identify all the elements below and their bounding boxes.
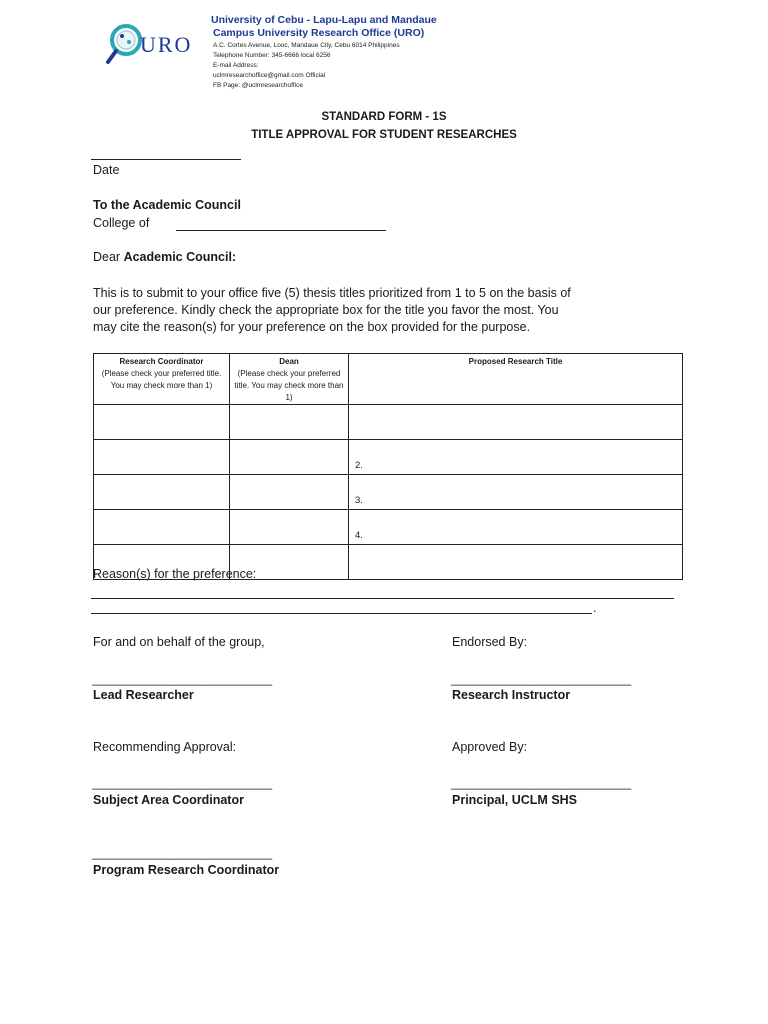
reasons-end-mark: . <box>593 601 597 615</box>
reasons-line-2[interactable] <box>91 613 592 614</box>
title-cell[interactable] <box>349 545 683 580</box>
salutation-prefix: Dear <box>93 250 121 264</box>
coordinator-check-cell[interactable] <box>94 475 230 510</box>
proposed-title-header <box>349 354 683 405</box>
table-row <box>94 475 683 510</box>
subject-area-coordinator-label: Subject Area Coordinator <box>93 793 244 807</box>
recommending-label: Recommending Approval: <box>93 740 237 754</box>
research-instructor-label: Research Instructor <box>452 688 571 702</box>
uro-logo <box>104 18 200 70</box>
title-cell[interactable] <box>349 405 683 440</box>
paragraph-line-1: This is to submit to your office five (5) thesis titles prioritized from 1 to 5 on the basis of <box>93 286 571 300</box>
research-coordinator-head: Research Coordinator <box>119 357 204 366</box>
proposed-title-head: Proposed Research Title <box>468 357 563 366</box>
lead-researcher-label: Lead Researcher <box>93 688 194 702</box>
approved-label: Approved By: <box>452 740 528 754</box>
dean-header <box>230 354 349 405</box>
salutation-name: Academic Council: <box>123 250 237 264</box>
fb-page: FB Page: @uclmresearchoffice <box>213 82 303 89</box>
reasons-label: Reason(s) for the preference: <box>93 567 257 581</box>
college-label: College of <box>93 216 150 230</box>
table-row <box>94 510 683 545</box>
dean-check-cell[interactable] <box>230 510 349 545</box>
dean-check-cell[interactable] <box>230 440 349 475</box>
office-name: Campus University Research Office (URO) <box>213 27 425 39</box>
date-label: Date <box>93 163 120 177</box>
program-research-coordinator-signature-line[interactable]: ___________________________ <box>92 846 273 860</box>
lead-researcher-signature-line[interactable]: ___________________________ <box>92 672 273 686</box>
table-row <box>94 440 683 475</box>
salutation <box>93 250 236 264</box>
form-subtitle: TITLE APPROVAL FOR STUDENT RESEARCHES <box>251 129 517 141</box>
principal-label: Principal, UCLM SHS <box>452 793 578 807</box>
title-cell[interactable]: 3. <box>349 475 683 510</box>
coordinator-check-cell[interactable] <box>94 510 230 545</box>
reasons-line-1[interactable] <box>91 598 674 599</box>
logo-text: URO <box>140 32 193 57</box>
dean-check-cell[interactable] <box>230 475 349 510</box>
subject-area-coordinator-signature-line[interactable]: ___________________________ <box>92 776 273 790</box>
email: uclmresearchoffice@gmail.com Official <box>213 72 326 79</box>
program-research-coordinator-label: Program Research Coordinator <box>93 863 280 877</box>
research-coordinator-header <box>94 354 230 405</box>
email-label: E-mail Address: <box>213 62 259 69</box>
research-instructor-signature-line[interactable]: ___________________________ <box>451 672 632 686</box>
dean-note: (Please check your preferred title. You may check more than 1) <box>234 369 344 402</box>
titles-table <box>93 353 683 580</box>
table-row <box>94 405 683 440</box>
date-line[interactable] <box>91 159 241 160</box>
group-label: For and on behalf of the group, <box>93 635 265 649</box>
college-line[interactable] <box>176 230 386 231</box>
endorsed-label: Endorsed By: <box>452 635 528 649</box>
coordinator-check-cell[interactable] <box>94 440 230 475</box>
coordinator-check-cell[interactable] <box>94 405 230 440</box>
research-coordinator-note: (Please check your preferred title. You may check more than 1) <box>101 369 222 390</box>
telephone: Telephone Number: 345-6666 local 6256 <box>213 52 331 59</box>
form-title: STANDARD FORM - 1S <box>321 111 447 123</box>
principal-signature-line[interactable]: ___________________________ <box>451 776 632 790</box>
to-label: To the Academic Council <box>93 198 241 212</box>
title-cell[interactable]: 2. <box>349 440 683 475</box>
university-name: University of Cebu - Lapu-Lapu and Mandaue <box>211 14 437 26</box>
address: A.C. Cortes Avenue, Looc, Mandaue City, Cebu 6014 Philippines <box>213 42 400 49</box>
dean-check-cell[interactable] <box>230 405 349 440</box>
table-header-row <box>94 354 683 405</box>
paragraph-line-3: may cite the reason(s) for your preference on the box provided for the purpose. <box>93 320 531 334</box>
paragraph-line-2: our preference. Kindly check the appropriate box for the title you favor the most. You <box>93 303 559 317</box>
dean-head: Dean <box>279 357 299 366</box>
title-cell[interactable]: 4. <box>349 510 683 545</box>
